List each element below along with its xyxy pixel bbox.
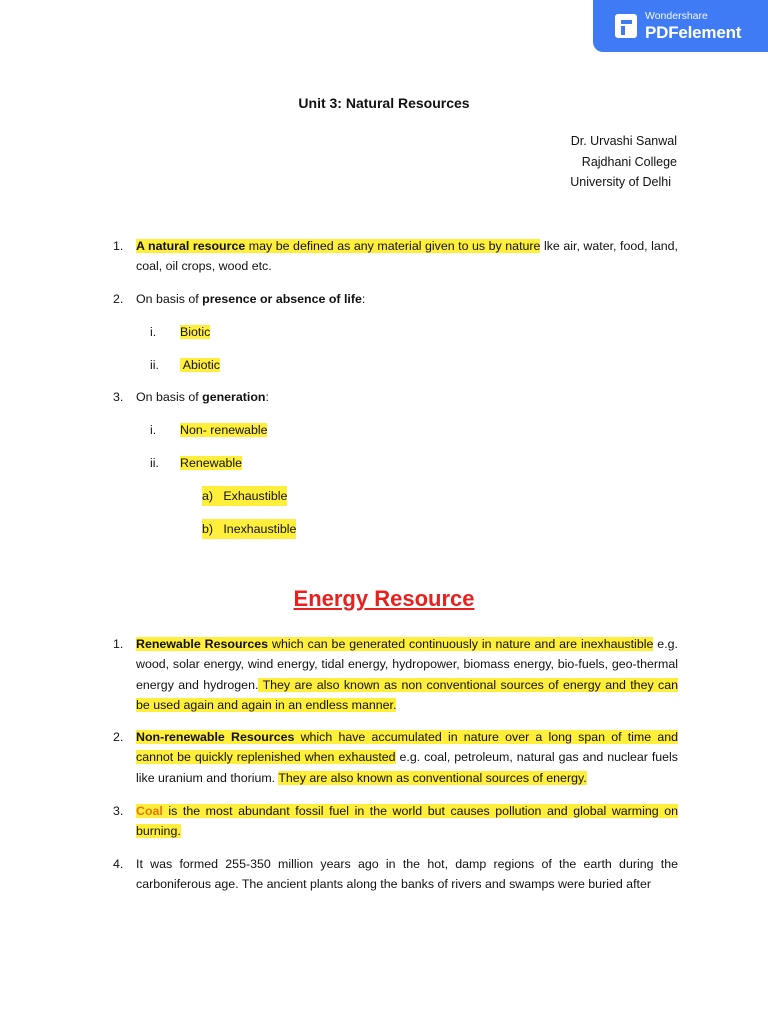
sub-item-inexhaustible	[202, 519, 296, 539]
highlight-bold: Renewable Resources	[136, 637, 269, 651]
sub-number: ii.	[150, 358, 159, 372]
sub-item-abiotic	[150, 355, 220, 375]
list-number: 2.	[113, 292, 124, 306]
energy-item-renewable	[113, 634, 678, 715]
sub-number: i.	[150, 423, 157, 437]
plain-text: e.g. wood, solar energy, wind energy, tidal energy, hydropower, biomass energy, bio-fuels, geo-thermal energy and hydrogen.	[136, 637, 678, 692]
sub-text: Exhaustible	[223, 489, 288, 503]
energy-item-coal	[113, 801, 678, 842]
badge-text	[645, 11, 741, 41]
author-university: University of Delhi	[570, 175, 671, 189]
plain-text: e.g. coal, petroleum, natural gas and nuclear fuels like uranium and thorium.	[136, 750, 678, 785]
list-item-natural-resource	[113, 236, 678, 277]
author-name: Dr. Urvashi Sanwal	[570, 134, 677, 148]
list-number: 1.	[113, 637, 124, 651]
list-number: 2.	[113, 730, 124, 744]
sub-number: a)	[202, 489, 214, 503]
energy-item-non-renewable	[113, 727, 678, 788]
sub-number: ii.	[150, 456, 159, 470]
highlight-orange: Coal	[136, 804, 163, 818]
highlight-text: is the most abundant fossil fuel in the world but causes pollution and global warming on burning.	[136, 804, 678, 839]
highlight-bold: Non-renewable Resources	[136, 730, 295, 744]
bold-text: presence or absence of life	[202, 292, 362, 306]
sub-item-non-renewable	[150, 420, 267, 440]
highlight-text: which have accumulated in nature over a long span of time and cannot be quickly replenished when exhausted	[136, 730, 678, 765]
author-college: Rajdhani College	[581, 154, 677, 169]
plain-text: It was formed 255-350 million years ago in the hot, damp regions of the earth during the carboniferous age. The ancient plants along the banks of rivers and swamps were buried after	[136, 857, 678, 892]
list-number: 1.	[113, 239, 124, 253]
pdfelement-logo-icon	[615, 14, 637, 38]
list-item-presence-of-life	[113, 289, 678, 309]
plain-text: On basis of	[136, 292, 203, 306]
plain-text: On basis of	[136, 390, 203, 404]
pdfelement-badge[interactable]	[593, 0, 768, 52]
energy-item-formation	[113, 854, 678, 895]
sub-text: Non- renewable	[180, 423, 268, 437]
sub-text: Inexhaustible	[223, 522, 297, 536]
sub-text: Abiotic	[180, 358, 220, 372]
highlight-bold: A natural resource	[136, 239, 246, 253]
section-title-energy: Energy Resource	[293, 586, 475, 611]
highlight-text: may be defined as any material given to us by nature	[245, 239, 541, 253]
sub-item-exhaustible	[202, 486, 287, 506]
list-number: 4.	[113, 857, 124, 871]
bold-text: generation	[202, 390, 266, 404]
sub-number: i.	[150, 325, 157, 339]
badge-brand-big: PDFelement	[645, 22, 742, 42]
sub-text: Biotic	[180, 325, 211, 339]
highlight-text: which can be generated continuously in nature and are inexhaustible	[268, 637, 654, 651]
highlight-text: They are also known as conventional sources of energy.	[278, 770, 587, 785]
list-item-generation	[113, 387, 678, 407]
document-title: Unit 3: Natural Resources	[298, 95, 470, 111]
author-block	[570, 131, 677, 193]
plain-text: :	[265, 390, 269, 404]
plain-text: :	[361, 292, 366, 306]
sub-text: Renewable	[180, 456, 242, 470]
sub-number: b)	[202, 522, 214, 536]
sub-item-renewable	[150, 453, 242, 473]
plain-text: lke air, water, food, land, coal, oil crops, wood etc.	[136, 239, 678, 274]
highlight-text: They are also known as non conventional sources of energy and they can be used again and again in an endless manner.	[136, 677, 679, 712]
sub-item-biotic	[150, 322, 210, 342]
list-number: 3.	[113, 390, 124, 404]
list-number: 3.	[113, 804, 124, 818]
badge-brand-small: Wondershare	[645, 10, 708, 23]
